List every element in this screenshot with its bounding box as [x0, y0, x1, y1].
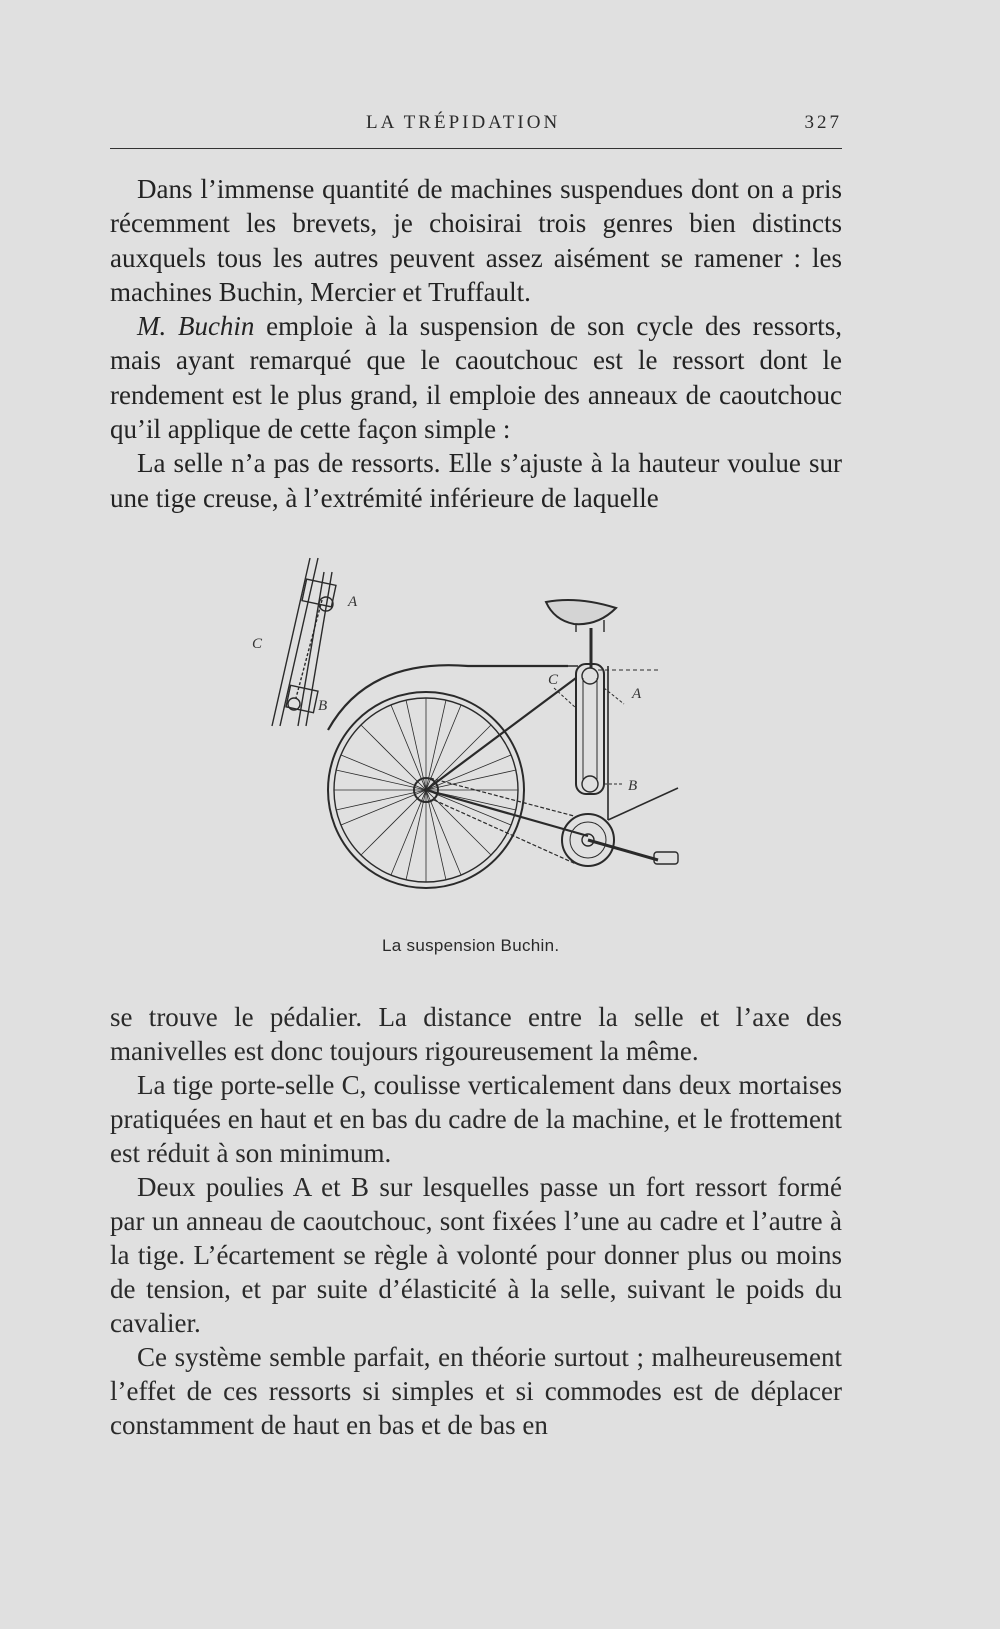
paragraph-text: emploie à la suspension de son cycle des ressorts, mais ayant remarqué que le caoutchouc est le ressort dont le rendement est le plus grand, il emploie des anneaux de caoutchouc qu’il applique de cette façon simple :	[110, 311, 842, 445]
detail-label-c: C	[252, 636, 263, 652]
page-header	[110, 108, 842, 149]
person-name: M. Buchin	[137, 311, 255, 342]
paragraph: Ce système semble parfait, en théorie surtout ; malheureusement l’effet de ces ressorts si simples et si commodes est de déplacer constamment de haut en bas et de bas en	[110, 1342, 842, 1440]
illustration-drawing	[252, 548, 718, 928]
main-label-b: B	[628, 778, 638, 794]
detail-label-b: B	[318, 698, 328, 714]
running-title: LA TRÉPIDATION	[366, 112, 561, 133]
bicycle-suspension-illustration	[252, 548, 718, 928]
text-block-after-figure	[110, 1000, 842, 1442]
paragraph	[110, 309, 842, 446]
paragraph: Dans l’immense quantité de machines suspendues dont on a pris récemment les brevets, je choisirai trois genres bien distincts auxquels tous les autres peuvent assez aisément se ramener : les machines Buchin, Mercier et Truffault.	[110, 174, 842, 307]
page-number: 327	[804, 112, 842, 133]
text-block-before-figure	[110, 172, 842, 515]
main-label-c: C	[548, 672, 559, 688]
paragraph: se trouve le pédalier. La distance entre la selle et l’axe des manivelles est donc toujours rigoureusement la même.	[110, 1002, 842, 1066]
figure-caption: La suspension Buchin.	[382, 936, 560, 955]
paragraph: Deux poulies A et B sur lesquelles passe un fort ressort formé par un anneau de caoutchouc, sont fixées l’une au cadre et l’autre à la tige. L’écartement se règle à volonté pour donner plus ou moins de tension, et par suite d’élasticité à la selle, suivant le poids du cavalier.	[110, 1172, 842, 1338]
detail-label-a: A	[348, 594, 358, 610]
paragraph: La tige porte-selle C, coulisse verticalement dans deux mortaises pratiquées en haut et en bas du cadre de la machine, et le frottement est réduit à son minimum.	[110, 1070, 842, 1168]
paragraph: La selle n’a pas de ressorts. Elle s’ajuste à la hauteur voulue sur une tige creuse, à l’extrémité inférieure de laquelle	[110, 448, 842, 513]
main-label-a: A	[632, 686, 642, 702]
